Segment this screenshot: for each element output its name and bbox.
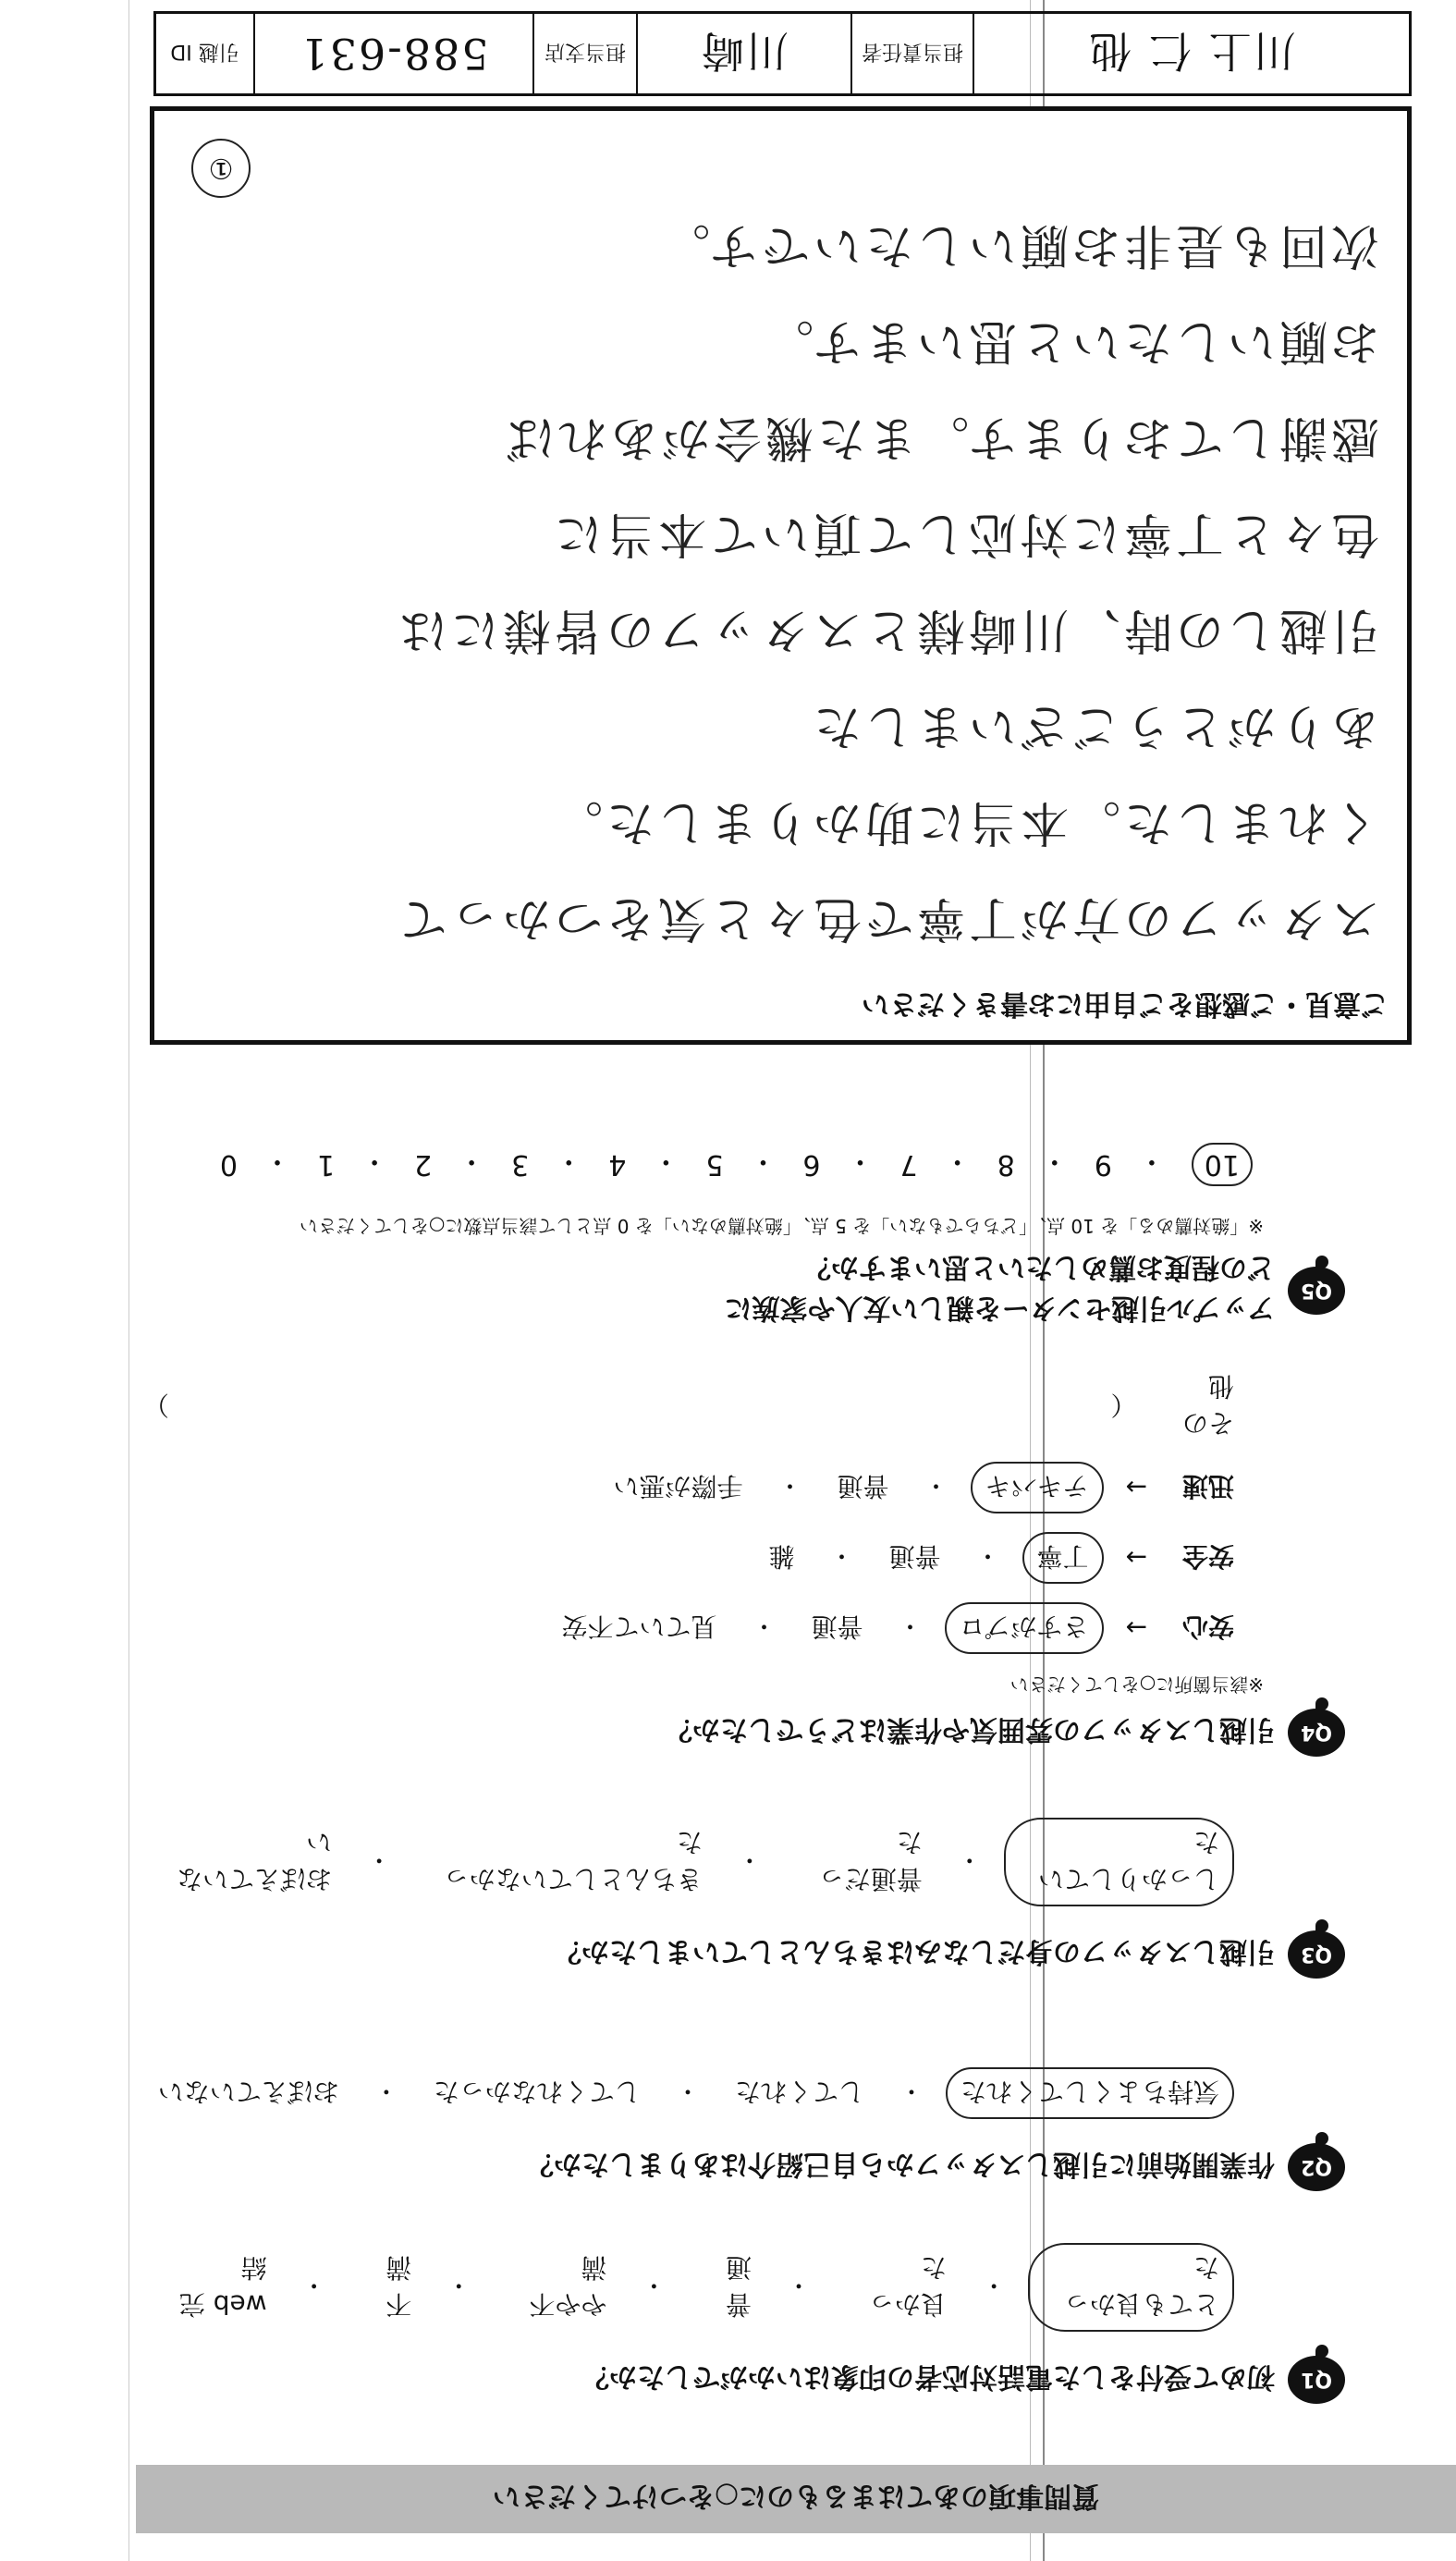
- q1-option-good[interactable]: 良かった: [869, 2252, 948, 2320]
- q4-anzen-option-normal[interactable]: 普通: [888, 1541, 941, 1572]
- q4-row-label-anshin: 安心: [1181, 1611, 1234, 1642]
- comment-line: 色々と丁寧に対応して頂いて本当に: [550, 506, 1379, 561]
- q5-scale: 10 ・ 9 ・ 8 ・ 7 ・ 6 ・ 5 ・ 4 ・ 3 ・ 2 ・ 1 ・ 0: [143, 1143, 1253, 1186]
- comment-box[interactable]: [150, 106, 1412, 1045]
- id-value: 588-631: [299, 29, 489, 79]
- q4-other-close: ）: [143, 1390, 170, 1420]
- q5-score-2[interactable]: 2: [414, 1148, 433, 1181]
- q4-other-open: （: [1110, 1390, 1137, 1420]
- q5-score-9[interactable]: 9: [1094, 1148, 1112, 1181]
- q5-score-5[interactable]: 5: [705, 1148, 724, 1181]
- question-5: [143, 1143, 1345, 1331]
- branch-value: 川崎: [700, 26, 789, 76]
- q2-badge: Q2: [1288, 2143, 1345, 2191]
- q1-option-web[interactable]: web 完結: [178, 2252, 267, 2320]
- comment-line: お願いしたいと思います。: [762, 313, 1379, 369]
- q4-anshin-option-normal[interactable]: 普通: [811, 1611, 863, 1642]
- q4-anzen-option-careful[interactable]: 丁寧: [1022, 1532, 1104, 1584]
- q4-anshin-option-pro[interactable]: さすがプロ: [945, 1602, 1104, 1654]
- comment-line: 引越しの時、川崎様とスタッフの皆様には: [395, 602, 1379, 657]
- q5-text-line1: アップル引越センターを親しい友人や家族に: [724, 1292, 1275, 1324]
- q2-option-pleasant[interactable]: 気持ちよくしてくれた: [946, 2067, 1234, 2119]
- q3-option-normal[interactable]: 普通だった: [818, 1827, 923, 1894]
- comment-title: ご意見・ご感想をご自由にお書きください: [862, 987, 1389, 1020]
- q5-score-6[interactable]: 6: [802, 1148, 821, 1181]
- id-label: 引越 ID: [170, 40, 239, 64]
- q3-text: 引越しスタッフの身だしなみはきちんとしていましたか？: [554, 1935, 1275, 1967]
- q4-anshin-option-uneasy[interactable]: 見ていて不安: [561, 1611, 717, 1642]
- q5-score-4[interactable]: 4: [608, 1148, 627, 1181]
- page-edge: [128, 0, 129, 2561]
- q5-score-8[interactable]: 8: [997, 1148, 1015, 1181]
- q5-score-1[interactable]: 1: [316, 1148, 336, 1181]
- comment-line: スタッフの方が丁寧で色々と気をつかって: [395, 890, 1379, 946]
- q4-row-label-anzen: 安全: [1181, 1541, 1234, 1572]
- id-table: [153, 11, 1412, 96]
- circled-number-mark: ①: [191, 139, 251, 198]
- question-2: Q2 作業開始前に引越しスタッフから自己紹介はありましたか？ 気持ちよくしてくれた ・ してくれた ・ してくれなかった ・ おぼえていない: [143, 2067, 1345, 2191]
- q3-option-not-neat[interactable]: きちんとしていなかった: [443, 1827, 703, 1894]
- q4-other-label: その他: [1181, 1371, 1234, 1439]
- q3-badge: Q3: [1288, 1930, 1345, 1979]
- q5-score-3[interactable]: 3: [511, 1148, 530, 1181]
- q3-option-neat[interactable]: しっかりしていた: [1004, 1818, 1234, 1906]
- question-1: Q1 初めて受付をした電話対応者の印象はいかがでしたか？ とても良かった ・ 良かった ・ 普通 ・ やや不満 ・ 不満 ・ web 完結: [143, 2243, 1345, 2404]
- q4-text: 引越しスタッフの雰囲気や作業はどうでしたか？: [665, 1713, 1275, 1746]
- q5-score-10[interactable]: 10: [1192, 1143, 1253, 1186]
- q2-option-did[interactable]: してくれた: [734, 2077, 864, 2107]
- q1-option-very-good[interactable]: とても良かった: [1028, 2243, 1234, 2332]
- q4-jinsoku-option-brisk[interactable]: テキパキ: [971, 1462, 1104, 1513]
- q2-option-did-not[interactable]: してくれなかった: [433, 2077, 641, 2107]
- comment-line: ありがとうございました: [809, 698, 1379, 754]
- q1-option-normal[interactable]: 普通: [725, 2252, 752, 2320]
- instructions-banner: [136, 2465, 1456, 2533]
- branch-label: 担当支店: [544, 40, 627, 64]
- q1-text: 初めて受付をした電話対応者の印象はいかがでしたか？: [581, 2360, 1275, 2393]
- comment-line: 次回も是非お願いしたいです。: [658, 217, 1379, 273]
- q1-badge: Q1: [1288, 2356, 1345, 2404]
- q5-score-7[interactable]: 7: [899, 1148, 918, 1181]
- staff-value: 川上 仁 他: [1087, 26, 1296, 76]
- q4-note: ※該当箇所に○をしてください: [1009, 1673, 1264, 1696]
- q4-badge: Q4: [1288, 1709, 1345, 1757]
- comment-line: くれました。本当に助かりました。: [550, 794, 1379, 850]
- staff-label: 担当責任者: [861, 40, 963, 64]
- question-3: Q3 引越しスタッフの身だしなみはきちんとしていましたか？ しっかりしていた ・ 普通だった ・ きちんとしていなかった ・ おぼえていない: [143, 1818, 1345, 1979]
- q4-jinsoku-option-normal[interactable]: 普通: [837, 1471, 889, 1501]
- handwritten-comment: [187, 197, 1379, 966]
- comment-line: 感謝しております。また機会があれば: [503, 410, 1379, 465]
- q4-anzen-option-rough[interactable]: 雑: [768, 1541, 795, 1572]
- q1-option-dissatisfied[interactable]: 不満: [385, 2252, 412, 2320]
- q5-text-line2: どの程度お薦めしたいと思いますか？: [803, 1251, 1275, 1283]
- q3-option-dont-remember[interactable]: おぼえていない: [177, 1827, 333, 1894]
- q4-jinsoku-option-clumsy[interactable]: 手際が悪い: [613, 1471, 743, 1501]
- question-4: Q4 引越しスタッフの雰囲気や作業はどうでしたか？ ※該当箇所に○をしてください 安心 → さすがプロ ・ 普通 ・ 見ていて不安 安全 → 丁寧 ・ 普通 ・ 雑 迅速 → テキパキ ・ 普通 ・ 手際が悪い その他 （ ）: [143, 1369, 1345, 1757]
- q2-option-dont-remember[interactable]: おぼえていない: [157, 2077, 339, 2107]
- q5-score-0[interactable]: 0: [219, 1148, 238, 1181]
- q5-badge: Q5: [1288, 1267, 1345, 1315]
- q1-option-somewhat-dissatisfied[interactable]: やや不満: [529, 2252, 607, 2320]
- q2-text: 作業開始前に引越しスタッフから自己紹介はありましたか？: [526, 2148, 1275, 2180]
- q5-note: ※「絶対薦める」を 10 点、「どちらでもない」を 5 点、「絶対薦めない」を 0 点として該当点数に○をしてください: [299, 1215, 1264, 1237]
- banner-text: 質問事項のあてはまるものに○をつけてください: [492, 2480, 1100, 2512]
- q4-row-label-jinsoku: 迅速: [1181, 1471, 1234, 1501]
